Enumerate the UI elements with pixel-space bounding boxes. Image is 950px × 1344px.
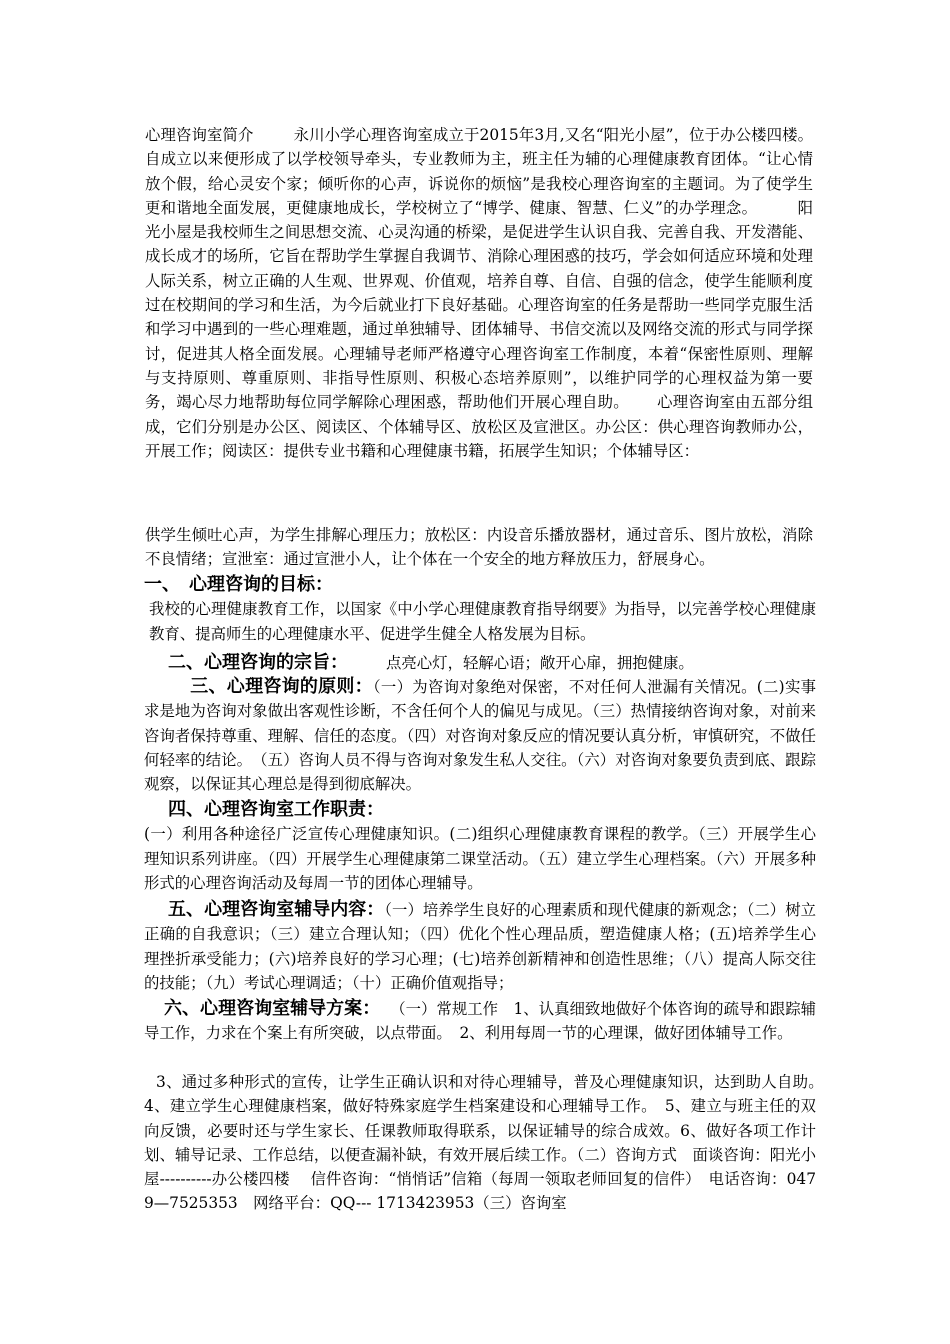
section-5 bbox=[144, 898, 816, 995]
section-6-body-2: 3、通过多种形式的宣传，让学生正确认识和对待心理辅导，普及心理健康知识，达到助人自助。 4、建立学生心理健康档案，做好特殊家庭学生档案建设和心理辅导工作。 5、建立与班主任的双向反馈，必要时还与学生家长、任课教师取得联系，以保证辅导的综合成效。6、做好各项工作计划、辅导记录、工作总结，以便查漏补缺，有效开展后续工作。（二）咨询方式 面谈咨询：阳光小屋----------办公楼四楼 信件咨询：“悄悄话”信箱（每周一领取老师回复的信件） 电话咨询：0479—7525353 网络平台：QQ--- 1713423953（三）咨询室 bbox=[144, 1073, 832, 1213]
section-5-body: （一）培养学生良好的心理素质和现代健康的新观念；（二）树立正确的自我意识；（三）建立合理认知；（四）优化个性心理品质，塑造健康人格；(五)培养学生心理挫折承受能力；(六)培养良好的学习心理；(七)培养创新精神和创造性思维；（八）提高人际交往的技能；（九）考试心理调适；（十）正确价值观指导； bbox=[144, 901, 816, 992]
section-2-body: 点亮心灯，轻解心语；敞开心扉，拥抱健康。 bbox=[386, 654, 694, 672]
section-4-body: (一）利用各种途径广泛宣传心理健康知识。(二)组织心理健康教育课程的教学。（三）开展学生心理知识系列讲座。（四）开展学生心理健康第二课堂活动。（五）建立学生心理档案。（六）开展多种形式的心理咨询活动及每周一节的团体心理辅导。 bbox=[144, 825, 816, 892]
intro-text-1: 永川小学心理咨询室成立于2015年3月,又名“阳光小屋”，位于办公楼四楼。自成立以来便形成了以学校领导牵头，专业教师为主，班主任为辅的心理健康教育团体。“让心情放个假，给心灵安个家；倾听你的心声，诉说你的烦恼”是我校心理咨询室的主题词。为了使学生更和谐地全面发展，更健康地成长，学校树立了“博学、健康、智慧、仁义”的办学理念。 bbox=[145, 126, 813, 217]
section-3-heading: 三、心理咨询的原则： bbox=[190, 676, 373, 697]
section-6 bbox=[144, 997, 816, 1046]
intro-paragraph bbox=[145, 123, 813, 463]
intro-continuation: 供学生倾吐心声，为学生排解心理压力；放松区：内设音乐播放器材，通过音乐、图片放松，消除不良情绪；宣泄室：通过宣泄小人，让个体在一个安全的地方释放压力，舒展身心。 bbox=[145, 526, 813, 569]
section-6-heading: 六、心理咨询室辅导方案： bbox=[164, 998, 381, 1019]
intro-title: 心理咨询室简介 bbox=[145, 126, 254, 144]
section-2 bbox=[144, 651, 816, 675]
section-4 bbox=[144, 798, 816, 895]
section-3-body: （一）为咨询对象绝对保密，不对任何人泄漏有关情况。(二)实事求是地为咨询对象做出客观性诊断，不含任何个人的偏见与成见。（三）热情接纳咨询对象，对前来咨询者保持尊重、理解、信任的态度。（四）对咨询对象反应的情况要认真分析，审慎研究，不做任何轻率的结论。 （五）咨询人员不得与咨询对象发生私人交往。（六）对咨询对象要负责到底、跟踪观察，以保证其心理总是得到彻底解决。 bbox=[144, 678, 817, 794]
section-6-body-1: （一）常规工作 1、认真细致地做好个体咨询的疏导和跟踪辅导工作，力求在个案上有所突破，以点带面。 2、利用每周一节的心理课，做好团体辅导工作。 bbox=[144, 1000, 817, 1043]
intro-text-3: 心理咨询室由五部分组成，它们分别是办公区、阅读区、个体辅导区、放松区及宣泄区。办公区：供心理咨询教师办公，开展工作；阅读区：提供专业书籍和心理健康书籍，拓展学生知识；个体辅导区： bbox=[145, 393, 813, 460]
section-1-heading: 一、 心理咨询的目标： bbox=[144, 574, 333, 595]
section-2-heading: 二、心理咨询的宗旨： bbox=[168, 652, 348, 673]
section-1-body: 我校的心理健康教育工作，以国家《中小学心理健康教育指导纲要》为指导，以完善学校心理健康教育、提高师生的心理健康水平、促进学生健全人格发展为目标。 bbox=[149, 600, 816, 643]
section-1 bbox=[144, 573, 816, 646]
section-5-heading: 五、心理咨询室辅导内容： bbox=[168, 899, 385, 920]
section-6-continued bbox=[144, 1070, 832, 1216]
section-4-heading: 四、心理咨询室工作职责： bbox=[168, 799, 384, 820]
section-3 bbox=[144, 675, 816, 796]
intro-text-2: 阳光小屋是我校师生之间思想交流、心灵沟通的桥梁，是促进学生认识自我、完善自我、开发潜能、成长成才的场所，它旨在帮助学生掌握自我调节、消除心理困惑的技巧，学会如何适应环境和处理人际关系，树立正确的人生观、世界观、价值观，培养自尊、自信、自强的信念，使学生能顺利度过在校期间的学习和生活，为今后就业打下良好基础。心理咨询室的任务是帮助一些同学克服生活和学习中遇到的一些心理难题，通过单独辅导、团体辅导、书信交流以及网络交流的形式与同学探讨，促进其人格全面发展。心理辅导老师严格遵守心理咨询室工作制度，本着“保密性原则、理解与支持原则、尊重原则、非指导性原则、积极心态培养原则”，以维护同学的心理权益为第一要务，竭心尽力地帮助每位同学解除心理困惑，帮助他们开展心理自助。 bbox=[145, 198, 813, 412]
